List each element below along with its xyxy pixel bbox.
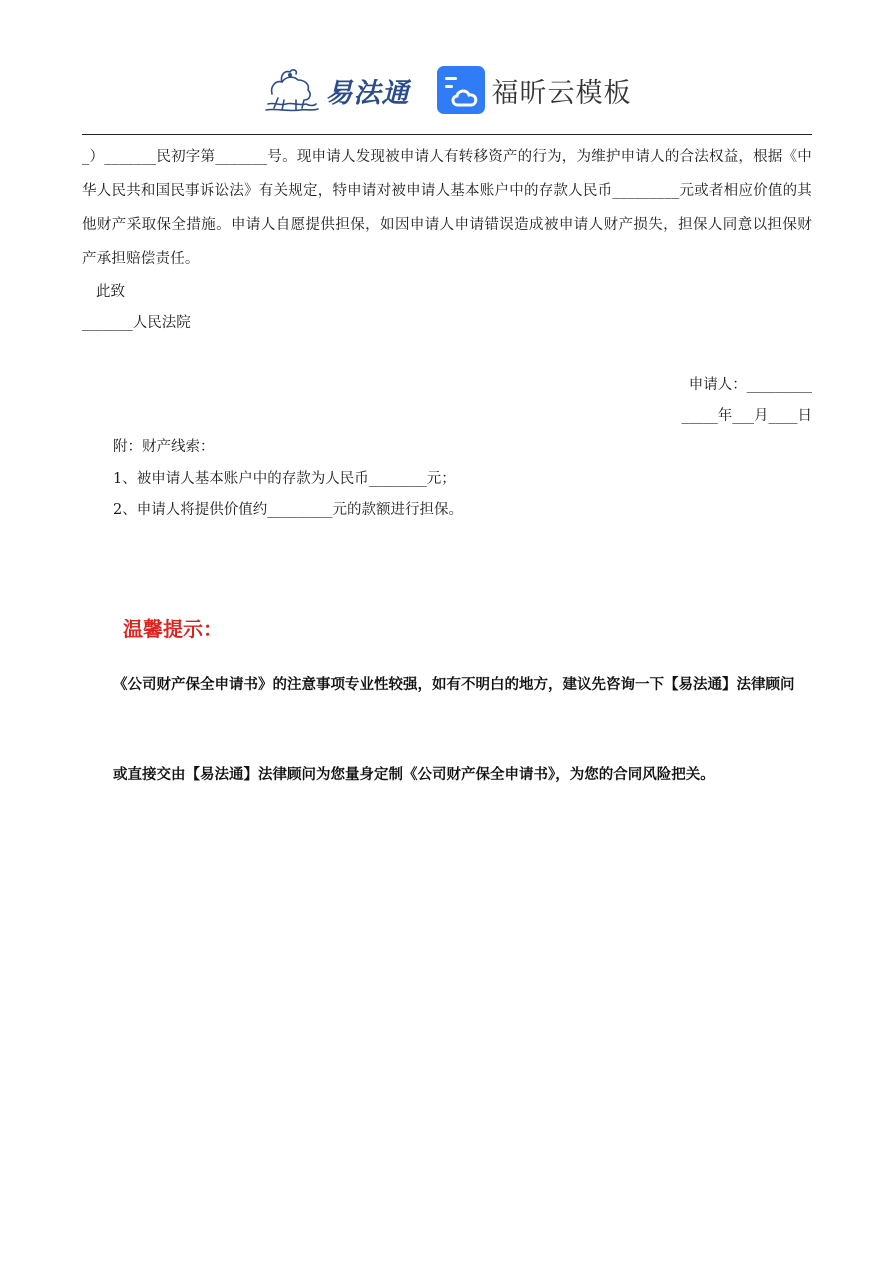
qilin-icon: [262, 64, 320, 116]
yifatong-logo: [262, 64, 410, 116]
court-name: _______人民法院: [82, 315, 191, 331]
cloud-document-icon: [436, 65, 486, 115]
application-date: _____年___月____日: [681, 408, 812, 424]
tips-title: 温馨提示：: [123, 617, 223, 641]
salutation: 此致: [96, 284, 125, 300]
fuxin-logo-text: 福昕云模板: [491, 77, 632, 109]
applicant-signature: 申请人：_________: [688, 377, 812, 393]
application-body-paragraph: _）_______民初字第_______号。现申请人发现被申请人有转移资产的行为，为维护申请人的合法权益，根据《中华人民共和国民事诉讼法》有关规定，特申请对被申请人基本账户中的存款人民币_________元或者相应价值的其他财产采取保全措施。申请人自愿提供担保，如因申请人申请错误造成被申请人财产损失，担保人同意以担保财产承担赔偿责任。: [82, 149, 812, 267]
fuxin-logo: [436, 65, 632, 115]
attachment-item: 2、申请人将提供价值约_________元的款额进行担保。: [113, 502, 463, 518]
attachment-item: 1、被申请人基本账户中的存款为人民币________元；: [113, 471, 456, 487]
attachment-title: 附：财产线索：: [113, 439, 215, 455]
tips-paragraph: 《公司财产保全申请书》的注意事项专业性较强，如有不明白的地方，建议先咨询一下【易法通】法律顾问: [113, 676, 795, 693]
tips-paragraph: 或直接交由【易法通】法律顾问为您量身定制《公司财产保全申请书》，为您的合同风险把关。: [113, 766, 715, 783]
yifatong-logo-text: 易法通: [325, 77, 410, 109]
page-header: [0, 58, 893, 122]
header-divider: [82, 134, 812, 135]
